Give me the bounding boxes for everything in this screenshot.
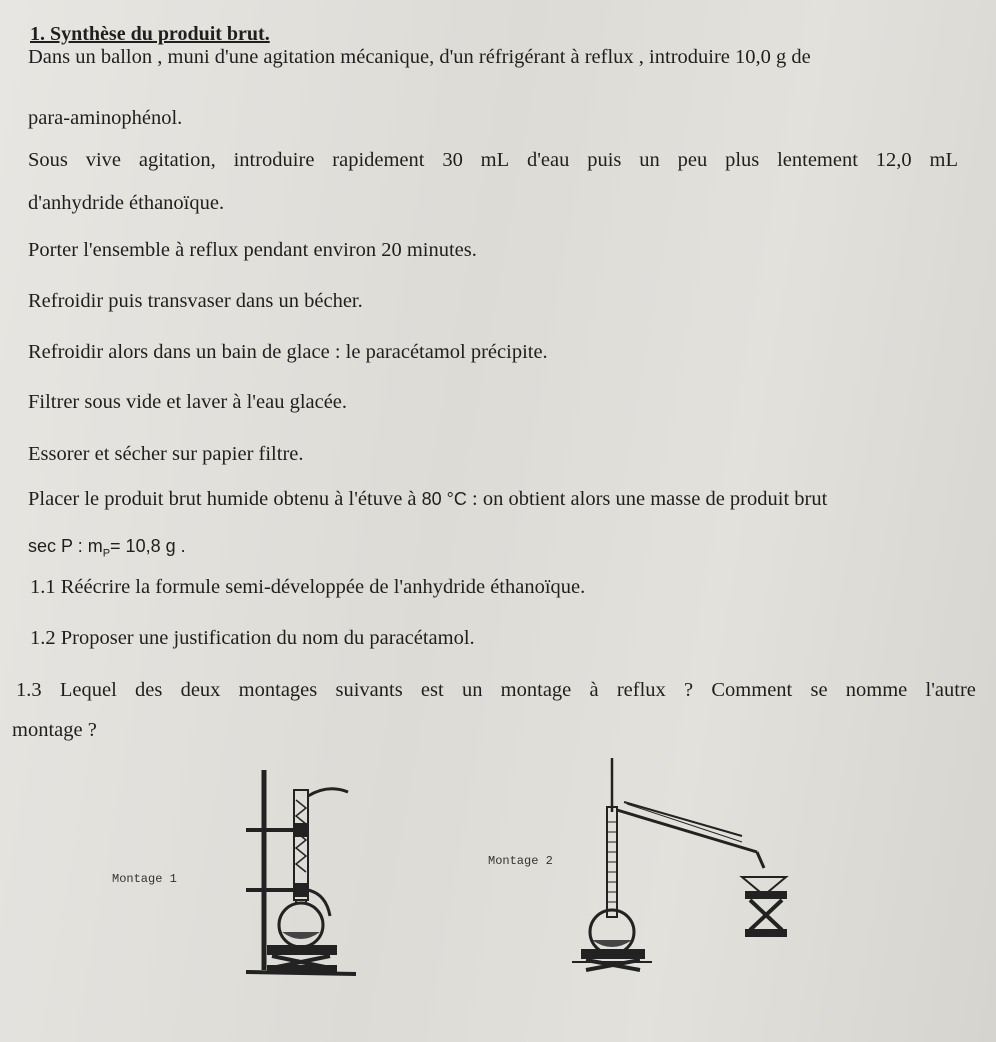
question-1-3-word: un <box>461 679 483 701</box>
question-1-3-word: l'autre <box>925 679 976 701</box>
paragraph-3: Porter l'ensemble à reflux pendant environ 20 minutes. <box>28 239 477 261</box>
paragraph-2-word: mL <box>929 149 958 171</box>
section-title: 1. Synthèse du produit brut. <box>30 23 270 45</box>
paragraph-2-word: agitation, <box>138 149 216 171</box>
paragraph-2-word: 12,0 <box>875 149 912 171</box>
question-1-3-line-1 <box>16 678 976 702</box>
question-1-3-word: reflux <box>616 679 666 701</box>
paragraph-1-line-2: para-aminophénol. <box>28 107 183 129</box>
question-1-3-word: ? <box>684 679 694 701</box>
montage-1-drawing <box>226 760 366 990</box>
question-1-3-word: montages <box>238 679 318 701</box>
montage-1-label: Montage 1 <box>112 872 177 886</box>
paragraph-2-word: d'eau <box>526 149 570 171</box>
question-1-3-word: des <box>135 679 163 701</box>
paragraph-2-word: rapidement <box>332 149 425 171</box>
question-1-3-word: nomme <box>845 679 908 701</box>
paragraph-8-line-2: sec P : $m_P= 10,8$ g . <box>28 536 186 560</box>
question-1-3-word: se <box>810 679 828 701</box>
montage-2-drawing <box>572 752 812 972</box>
paragraph-2-word: Sous <box>28 149 68 171</box>
paragraph-1-line-1: Dans un ballon , muni d'une agitation mécanique, d'un réfrigérant à reflux , introduire 10,0 g de <box>28 46 811 68</box>
montage-2-label: Montage 2 <box>488 854 553 868</box>
question-1-3-word: deux <box>180 679 221 701</box>
question-1-3-word: à <box>589 679 599 701</box>
question-1-2: 1.2 Proposer une justification du nom du paracétamol. <box>30 627 475 649</box>
paragraph-6: Filtrer sous vide et laver à l'eau glacée. <box>28 391 348 413</box>
paragraph-2-word: puis <box>587 149 622 171</box>
question-1-3-word: suivants <box>335 679 403 701</box>
question-1-1: 1.1 Réécrire la formule semi-développée de l'anhydride éthanoïque. <box>30 576 586 598</box>
paragraph-2-word: plus <box>725 149 760 171</box>
paragraph-2-line-2: d'anhydride éthanoïque. <box>28 192 225 214</box>
paragraph-2-line-1 <box>28 148 958 172</box>
question-1-3-word: est <box>420 679 444 701</box>
question-1-3-word: montage <box>500 679 572 701</box>
paragraph-2-word: 30 <box>442 149 463 171</box>
paragraph-2-word: peu <box>677 149 708 171</box>
paragraph-4: Refroidir puis transvaser dans un bécher. <box>28 290 363 312</box>
paragraph-2-word: vive <box>85 149 122 171</box>
paragraph-5: Refroidir alors dans un bain de glace : le paracétamol précipite. <box>28 341 548 363</box>
paragraph-2-word: mL <box>480 149 510 171</box>
question-1-3-word: Lequel <box>59 679 117 701</box>
question-1-3-word: 1.3 <box>16 679 42 701</box>
temperature-value: 80 °C <box>421 489 467 509</box>
paragraph-8-line-1: Placer le produit brut humide obtenu à l'étuve à 80 °C : on obtient alors une masse de produit brut <box>28 488 828 510</box>
question-1-3-line-2: montage ? <box>12 719 97 741</box>
paragraph-2-word: un <box>639 149 660 171</box>
paragraph-2-word: introduire <box>233 149 315 171</box>
question-1-3-word: Comment <box>711 679 793 701</box>
paragraph-2-word: lentement <box>777 149 858 171</box>
paragraph-7: Essorer et sécher sur papier filtre. <box>28 443 304 465</box>
